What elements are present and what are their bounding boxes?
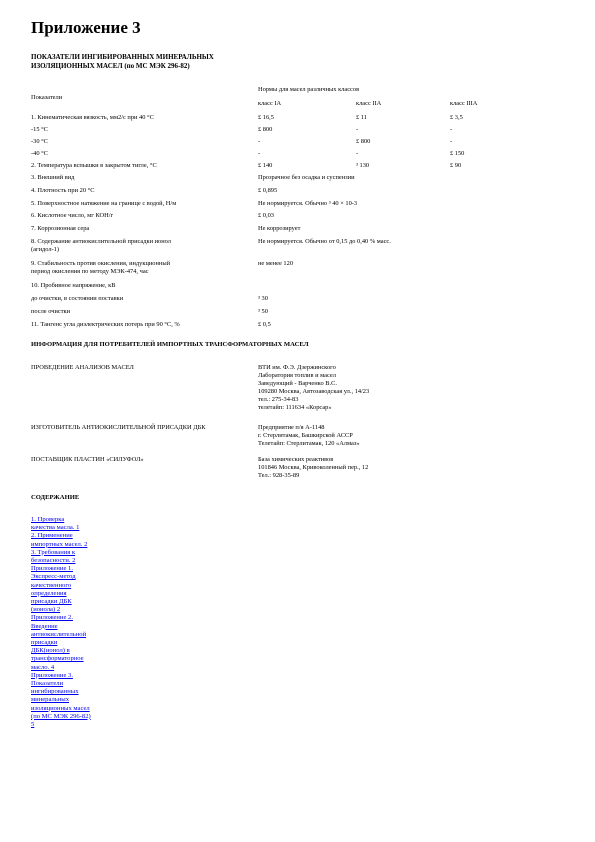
info-label: ПОСТАВЩИК ПЛАСТИН «СИЛУФОЛ» (31, 456, 144, 463)
table-cell: не менее 120 (258, 260, 294, 267)
table-cell: Не коррозирует (258, 225, 301, 232)
table-row-label: (агидол-1) (31, 246, 60, 253)
table-row-label: -15 °С (31, 126, 48, 133)
table-cell: £ 0,03 (258, 212, 274, 219)
table-row-label: 6. Кислотное число, мг КОН/г (31, 212, 114, 219)
table-row-label: 5. Поверхностное натяжение на границе с водой, Н/м (31, 200, 177, 207)
info-value: Предприятие п/я А-1148 г. Стерлитамак, Башкирской АССР Телетайп: Стерлитамак, 120 «Алмаз» (258, 424, 360, 447)
table-cell: £ 800 (258, 126, 273, 133)
table-cell: £ 150 (450, 150, 465, 157)
table-cell: - (450, 126, 453, 133)
table-row-label: 1. Кинематическая вязкость, мм2/с при 40 °С (31, 114, 154, 121)
table-row-label: -40 °С (31, 150, 48, 157)
toc-link[interactable]: Приложение 3. Показатели ингибированных минеральных изоляционных масел (по МС МЭК 296-82) 5 (31, 671, 91, 729)
table-cell: ³ 30 (258, 295, 268, 302)
table-row-label: 11. Тангенс угла диэлектрических потерь при 90 °С, % (31, 321, 180, 328)
toc-link[interactable]: 2. Применение импортных масел. 2 (31, 532, 88, 548)
table-row-label: 10. Пробивное напряжение, кВ (31, 282, 116, 289)
table-cell: - (258, 150, 261, 157)
table-cell: £ 11 (356, 114, 367, 121)
table-header-indicators: Показатели (31, 94, 63, 101)
table-cell: - (356, 150, 359, 157)
table-row-label: 8. Содержание антиокислительной присадки ионол (31, 238, 171, 245)
toc-list (31, 516, 116, 729)
info-label: ИЗГОТОВИТЕЛЬ АНТИОКИСЛИТЕЛЬНОЙ ПРИСАДКИ ДБК (31, 424, 206, 431)
toc-link[interactable]: 1. Проверка качества масла. 1 (31, 516, 80, 532)
table-row-label: -30 °С (31, 138, 48, 145)
toc-link[interactable]: 3. Требования к безопасности. 2 (31, 548, 76, 565)
table-cell: ³ 50 (258, 308, 268, 315)
info-value: База химических реактивов 101846 Москва, Кривоколенный пер., 12 Тел.: 928-35-89 (258, 456, 369, 479)
table-header-class-3: класс IIIA (450, 100, 478, 107)
page-title: Приложение 3 (31, 18, 141, 37)
table-row-label: 3. Внешний вид (31, 174, 75, 181)
toc-title: СОДЕРЖАНИЕ (31, 494, 80, 501)
table-row-label: 4. Плотность при 20 °С (31, 187, 95, 194)
table-row-label: 7. Коррозионная сера (31, 225, 90, 232)
table-cell: £ 90 (450, 162, 462, 169)
table-row-label: 2. Температура вспышки в закрытом тигле, °С (31, 162, 157, 169)
toc-link[interactable]: Приложение 2. Введение антиокислительной присадки ДБК(ионол) в трансформаторное масло. 4 (31, 614, 87, 671)
table-header-class-2: класс IIA (356, 100, 382, 107)
table-cell: Прозрачное без осадка и суспензии (258, 174, 355, 181)
table-row-label: 9. Стабильность против окисления, индукционный (31, 260, 171, 267)
table-row-label: до очистки, в состоянии поставки (31, 295, 124, 302)
table-cell: £ 800 (356, 138, 371, 145)
table-header-class-1: класс IA (258, 100, 282, 107)
table-cell: £ 0,5 (258, 321, 271, 328)
table-cell: £ 140 (258, 162, 273, 169)
info-section-title: ИНФОРМАЦИЯ ДЛЯ ПОТРЕБИТЕЛЕЙ ИМПОРТНЫХ ТРАНСФОРМАТОРНЫХ МАСЕЛ (31, 341, 309, 348)
info-label: ПРОВЕДЕНИЕ АНАЛИЗОВ МАСЕЛ (31, 364, 134, 371)
table-cell: ³ 130 (356, 162, 370, 169)
table-cell: £ 3,5 (450, 114, 463, 121)
table-cell: - (356, 126, 359, 133)
table-cell: - (258, 138, 261, 145)
subtitle-line: ПОКАЗАТЕЛИ ИНГИБИРОВАННЫХ МИНЕРАЛЬНЫХ (31, 53, 214, 61)
table-cell: Не нормируется. Обычно ³ 40 × 10-3 (258, 200, 358, 207)
table-cell: Не нормируется. Обычно от 0,15 до 0,40 % масс. (258, 238, 391, 245)
subtitle-line: ИЗОЛЯЦИОННЫХ МАСЕЛ (по МС МЭК 296-82) (31, 62, 190, 70)
table-row-label: после очистки (31, 308, 71, 315)
page-subtitle (31, 53, 214, 71)
table-cell: £ 0,895 (258, 187, 278, 194)
table-cell: - (450, 138, 453, 145)
table-cell: £ 16,5 (258, 114, 274, 121)
table-header-norms: Нормы для масел различных классов (258, 86, 360, 93)
info-value: ВТИ им. Ф.Э. Дзержинского Лаборатория топлив и масел Заведующий - Варченко В.С. 109280 Москва, Автозаводская ул., 14/23 тел.: 275-34-83 телетайп: 111634 «Корсар» (258, 364, 370, 411)
toc-link[interactable]: Приложение 1. Экспресс-метод качественного определения присадки ДБК (ионола) 2 (31, 565, 76, 614)
table-row-label: период окисления по методу МЭК-474, час (31, 268, 149, 275)
